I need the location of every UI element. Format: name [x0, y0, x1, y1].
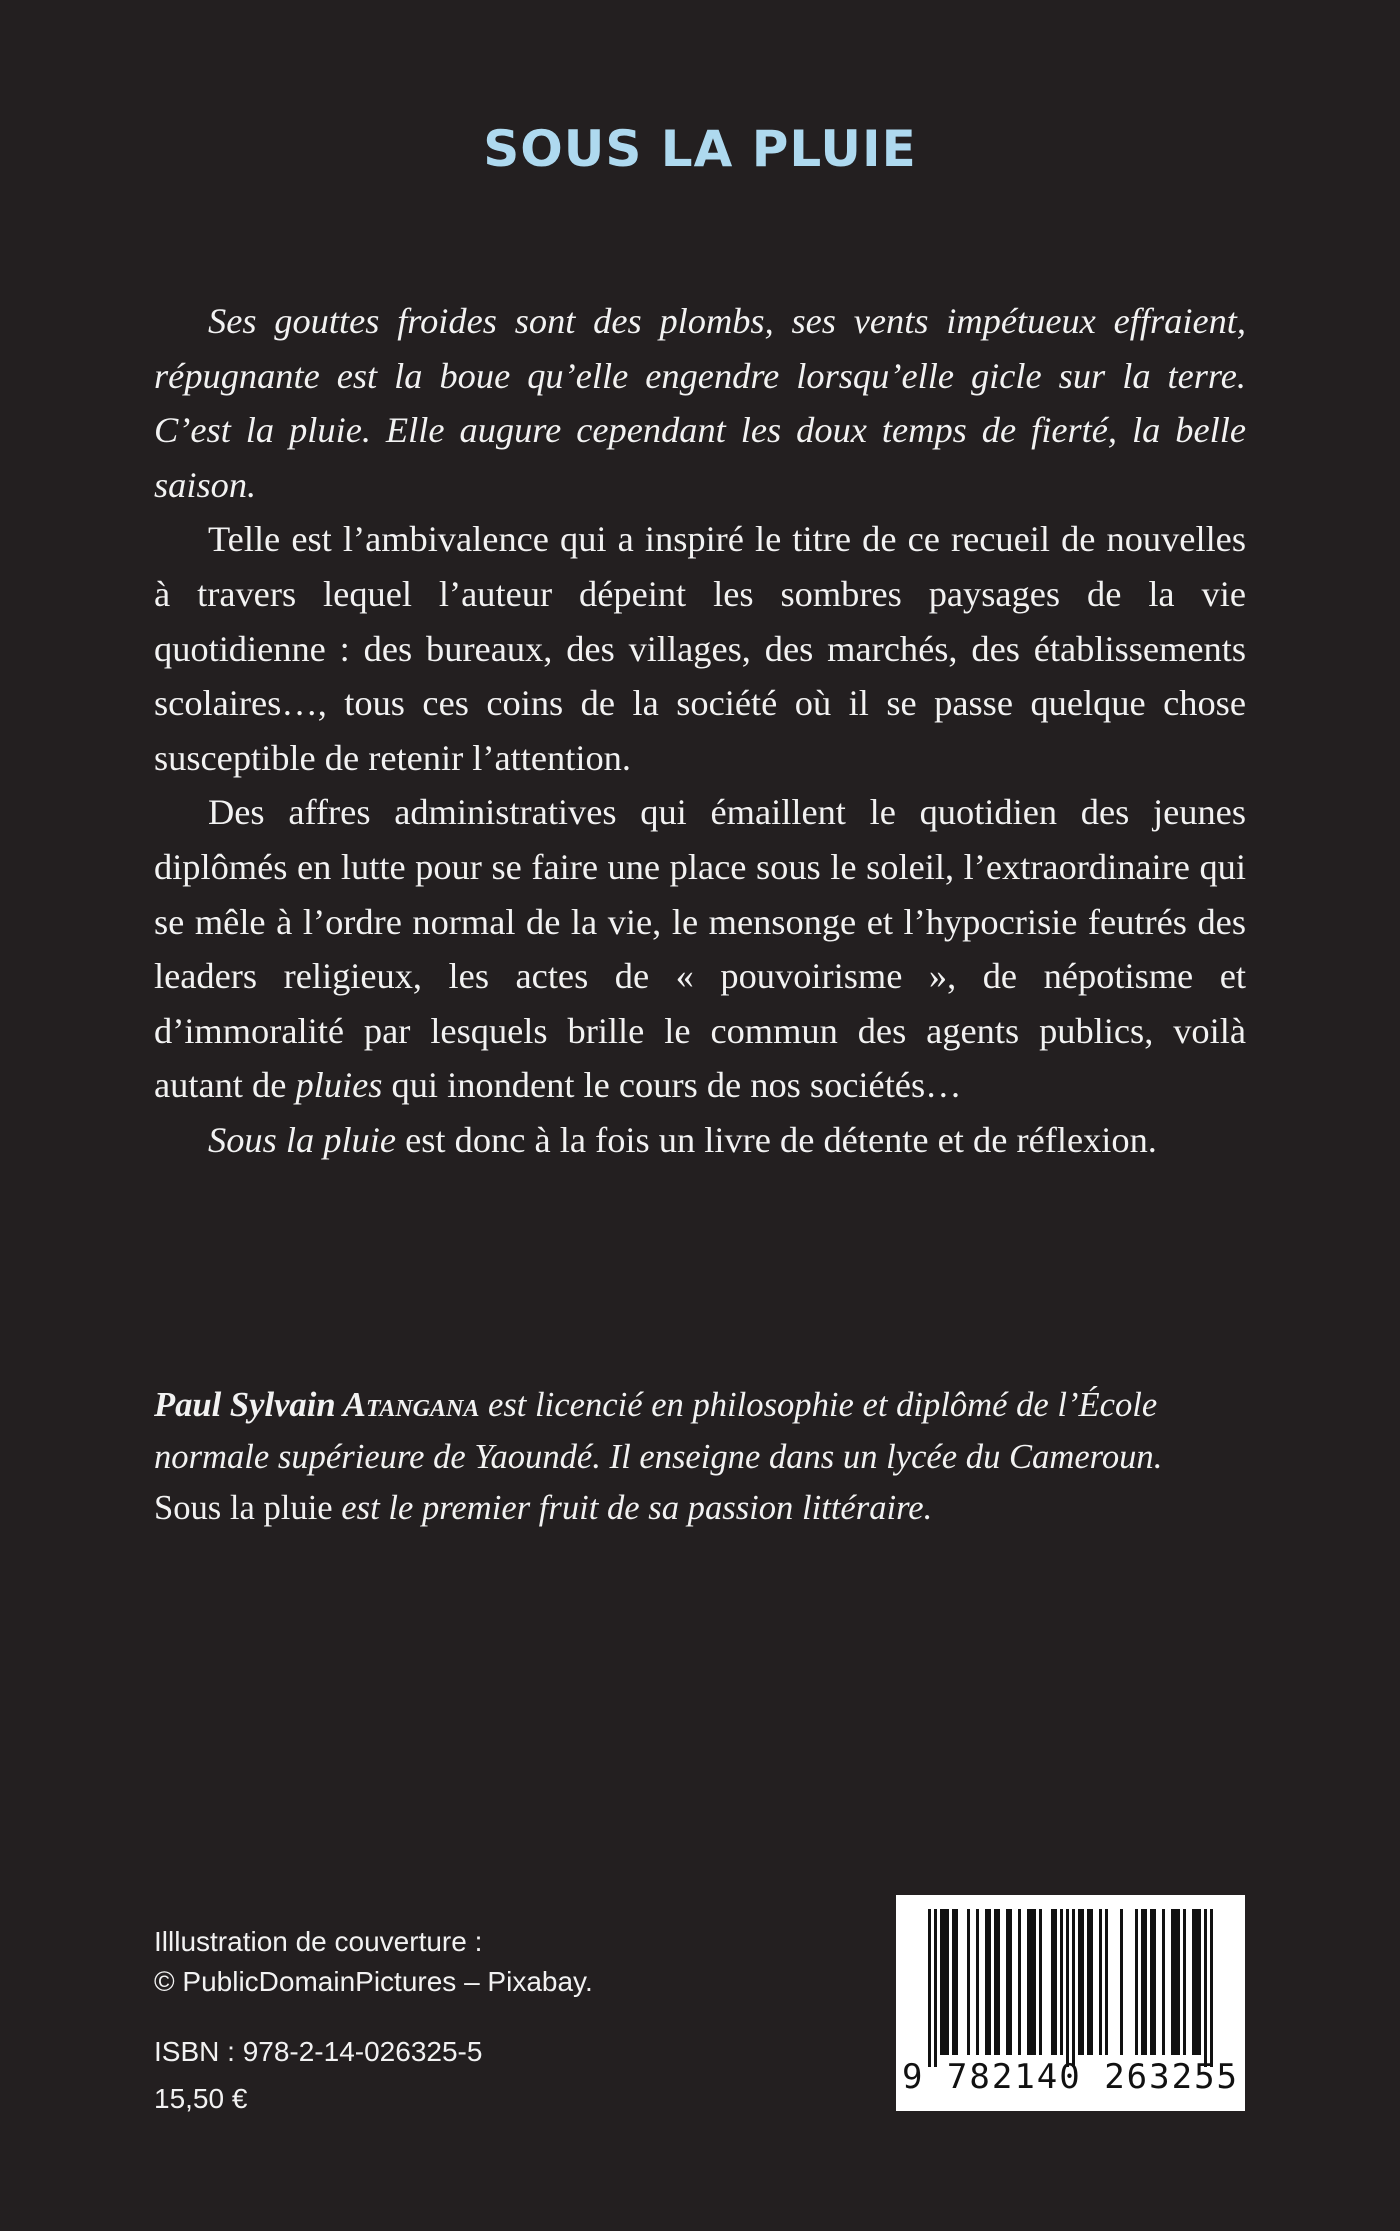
barcode-bar — [1039, 1909, 1042, 2055]
barcode — [896, 1895, 1245, 2111]
barcode-bar — [1150, 1909, 1156, 2055]
barcode-bar — [985, 1909, 991, 2055]
barcode-bar — [928, 1909, 931, 2067]
blurb-paragraph-4 — [154, 1113, 1246, 1168]
barcode-bar — [1087, 1909, 1093, 2055]
price: 15,50 € — [154, 2083, 248, 2114]
barcode-bar — [952, 1909, 958, 2055]
barcode-bar — [1051, 1909, 1057, 2055]
barcode-bar — [976, 1909, 979, 2055]
author-bio — [154, 1380, 1264, 1535]
isbn-price-block — [154, 2028, 482, 2122]
author-first-name: Paul Sylvain — [154, 1386, 343, 1424]
credits-line-1: Illlustration de couverture : — [154, 1926, 483, 1957]
barcode-bar — [1066, 1909, 1069, 2067]
barcode-digits: 9 782140 263255 — [901, 2057, 1240, 2097]
author-bio-text-2: est le premier fruit de sa passion littéraire. — [332, 1489, 933, 1527]
blurb-paragraph-3-italic: pluies — [295, 1065, 383, 1106]
barcode-bar — [1210, 1909, 1213, 2067]
barcode-bar — [1099, 1909, 1102, 2055]
blurb — [154, 294, 1246, 1168]
blurb-paragraph-3-end: qui inondent le cours de nos sociétés… — [382, 1065, 962, 1106]
author-last-name-rest: tangana — [366, 1386, 480, 1424]
barcode-bar — [967, 1909, 970, 2055]
barcode-bar — [1018, 1909, 1021, 2055]
blurb-paragraph-2: Telle est l’ambivalence qui a inspiré le titre de ce recueil de nouvelles à travers lequel l’auteur dépeint les sombres paysages de la vie quotidienne : des bureaux, des villages, des marchés, des établissements scolaires…, tous ces coins de la société où il se passe quelque chose susceptible de retenir l’attention. — [154, 519, 1246, 778]
author-last-name-initial: A — [342, 1386, 366, 1424]
barcode-bar — [1120, 1909, 1123, 2055]
barcode-bar — [1105, 1909, 1108, 2055]
author-bio-text-1: est licencié en philosophie et diplômé de l’École normale supérieure de Yaoundé. Il enseigne dans un lycée du Cameroun. — [154, 1386, 1163, 1476]
barcode-bar — [940, 1909, 949, 2055]
blurb-paragraph-4-title: Sous la pluie — [208, 1119, 397, 1160]
barcode-bar — [1027, 1909, 1036, 2055]
blurb-paragraph-4-end: est donc à la fois un livre de détente et de réflexion. — [396, 1119, 1157, 1160]
author-bio-book-title: Sous la pluie — [154, 1489, 333, 1527]
barcode-bar — [1162, 1909, 1165, 2055]
barcode-bar — [1078, 1909, 1084, 2055]
barcode-bar — [1192, 1909, 1201, 2055]
barcode-bar — [994, 1909, 1000, 2055]
illustration-credits — [154, 1922, 593, 2002]
barcode-bar — [1183, 1909, 1186, 2055]
blurb-paragraph-1: Ses gouttes froides sont des plombs, ses vents impétueux effraient, répugnante est la boue qu’elle engendre lorsqu’elle gicle sur la terre. C’est la pluie. Elle augure cependant les doux temps de fierté, la belle saison. — [154, 301, 1246, 505]
barcode-bar — [1171, 1909, 1180, 2055]
blurb-paragraph-3-start: Des affres administratives qui émaillent le quotidien des jeunes diplômés en lutte pour se faire une place sous le soleil, l’extraordinaire qui se mêle à l’ordre normal de la vie, le mensonge et l’hypocrisie feutrés des leaders religieux, les actes de « pouvoirisme », de népotisme et d’immoralité par lesquels brille le commun des agents publics, voilà autant de — [154, 792, 1246, 1106]
barcode-bar — [1141, 1909, 1147, 2055]
credits-line-2: © PublicDomainPictures – Pixabay. — [154, 1966, 593, 1997]
barcode-bar — [934, 1909, 937, 2067]
book-title: SOUS LA PLUIE — [483, 120, 917, 178]
barcode-bar — [1204, 1909, 1207, 2067]
blurb-paragraph-3 — [154, 785, 1246, 1113]
barcode-bar — [1135, 1909, 1138, 2055]
barcode-bar — [1072, 1909, 1075, 2067]
barcode-bar — [1006, 1909, 1012, 2055]
isbn: ISBN : 978-2-14-026325-5 — [154, 2036, 483, 2067]
barcode-bar — [1060, 1909, 1063, 2055]
